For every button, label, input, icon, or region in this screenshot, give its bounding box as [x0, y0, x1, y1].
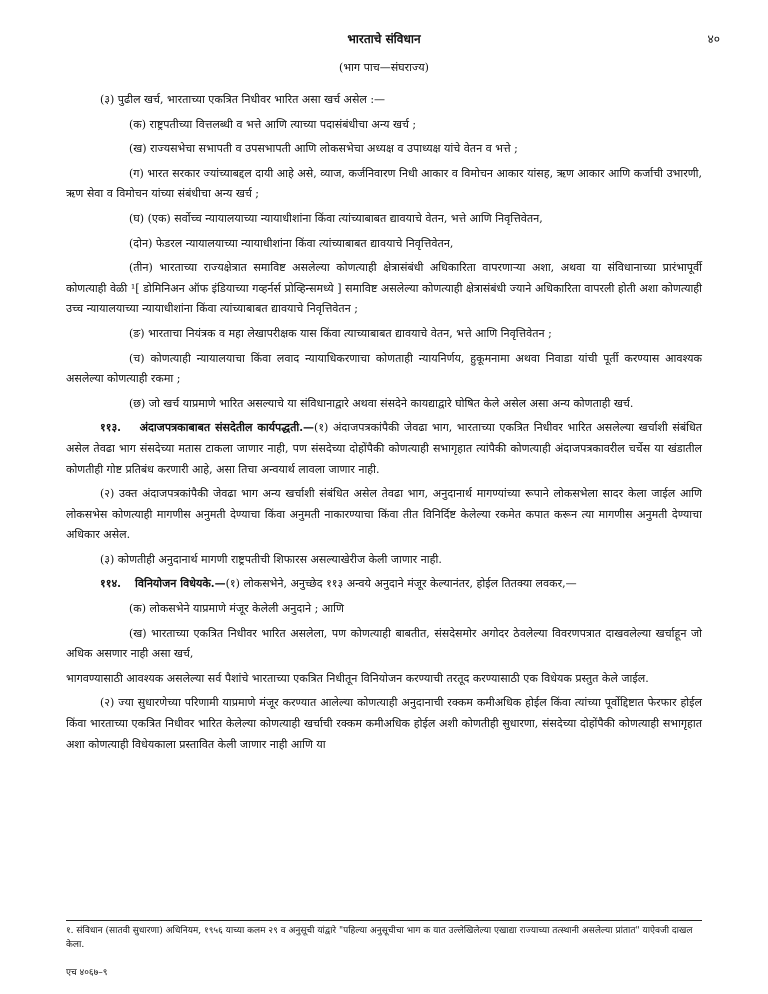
article-114-clause-1: (१) लोकसभेने, अनुच्छेद ११३ अन्वये अनुदाने मंजूर केल्यानंतर, होईल तितक्या लवकर,—: [225, 577, 577, 591]
part-subtitle: (भाग पाच—संघराज्य): [339, 61, 429, 74]
footnotes: [66, 920, 702, 952]
article-114-clause-1-b: (ख) भारताच्या एकत्रित निधीवर भारित असलेला, पण कोणत्याही बाबतीत, संसदेसमोर अगोदर ठेवलेल्या विवरणपत्रात दाखवलेल्या खर्चाहून जो अधिक असणार नाही असा खर्च,: [66, 626, 702, 661]
page-number: ४०: [707, 32, 720, 46]
article-113-clause-3: (३) कोणतीही अनुदानार्थ मागणी राष्ट्रपतीची शिफारस असल्याखेरीज केली जाणार नाही.: [100, 552, 442, 566]
clause-3-d-iii: (तीन) भारताच्या राज्यक्षेत्रात समाविष्ट असलेल्या कोणत्याही क्षेत्रासंबंधी अधिकारिता वापरणाऱ्या अशा, अथवा या संविधानाच्या प्रारंभापूर्वी कोणत्याही वेळी ¹[ डोमिनिअन ऑफ इंडियाच्या गव्हर्नर्स प्रोव्हिन्समध्ये ] समाविष्ट असलेल्या कोणत्याही क्षेत्रासंबंधी ज्याने अधिकारिता वापरली होती अशा कोणत्याही उच्च न्यायालयाच्या न्यायाधीशांना किंवा त्यांच्याबाबत द्यावयाचे निवृत्तिवेतन ;: [66, 261, 702, 316]
clause-3-g: (छ) जो खर्च याप्रमाणे भारित असल्याचे या संविधानाद्वारे अथवा संसदेने कायद्याद्वारे घोषित केले असेल असा अन्य कोणताही खर्च.: [129, 396, 634, 410]
clause-3-f: (च) कोणत्याही न्यायालयाचा किंवा लवाद न्यायाधिकरणाचा कोणताही न्यायनिर्णय, हुकूमनामा अथवा निवाडा यांची पूर्ती करण्यास आवश्यक असलेल्या कोणत्याही रकमा ;: [66, 351, 702, 386]
article-114-clause-1-tail: भागवण्यासाठी आवश्यक असलेल्या सर्व पैशांचे भारताच्या एकत्रित निधीतून विनियोजन करण्याची तरतूद करण्यासाठी एक विधेयक प्रस्तुत केले जाईल.: [66, 671, 649, 685]
clause-3-intro: (३) पुढील खर्च, भारताच्या एकत्रित निधीवर भारित असा खर्च असेल :—: [100, 93, 386, 106]
page-header: [0, 30, 768, 50]
clause-3-d-ii: (दोन) फेडरल न्यायालयाच्या न्यायाधीशांना किंवा त्यांच्याबाबत द्यावयाचे निवृत्तिवेतन,: [129, 236, 454, 250]
article-113: [66, 418, 702, 480]
print-code: एच ४०६७–९: [66, 968, 108, 978]
document-body: [66, 90, 702, 759]
clause-3-e: (ङ) भारताचा नियंत्रक व महा लेखापरीक्षक यास किंवा त्याच्याबाबत द्यावयाचे वेतन, भत्ते आणि निवृत्तिवेतन ;: [129, 326, 552, 340]
article-114-title: विनियोजन विधेयके.—: [135, 577, 226, 591]
article-114: [66, 574, 702, 595]
article-114-number: ११४.: [100, 577, 121, 591]
article-113-number: ११३.: [100, 421, 121, 435]
article-114-clause-2: (२) ज्या सुधारणेच्या परिणामी याप्रमाणे मंजूर करण्यात आलेल्या कोणत्याही अनुदानाची रक्कम कमीअधिक होईल किंवा त्यांच्या पूर्वोद्दिष्टात फेरफार होईल किंवा भारताच्या एकत्रित निधीवर भारित केलेल्या कोणत्याही खर्चाची रक्कम कमीअधिक होईल अशी कोणतीही सुधारणा, संसदेच्या दोहोंपैकी कोणत्याही सभागृहात अशा कोणत्याही विधेयकाला प्रस्तावित केली जाणार नाही आणि या: [66, 696, 702, 751]
footnote-1: १. संविधान (सातवी सुधारणा) अधिनियम, १९५६ याच्या कलम २९ व अनुसूची यांद्वारे "पहिल्या अनुसूचीचा भाग क यात उल्लेखिलेल्या एखाद्या राज्याच्या तत्स्थानी असलेल्या प्रांतात" याऐवजी दाखल केला.: [66, 926, 693, 950]
clause-3-a: (क) राष्ट्रपतीच्या वित्तलब्धी व भत्ते आणि त्याच्या पदासंबंधीचा अन्य खर्च ;: [129, 117, 417, 131]
article-113-clause-2: (२) उक्त अंदाजपत्रकांपैकी जेवढा भाग अन्य खर्चाशी संबंधित असेल तेवढा भाग, अनुदानार्थ मागण्यांच्या रूपाने लोकसभेला सादर केला जाईल आणि लोकसभेस कोणत्याही मागणीस अनुमती देण्याचा किंवा अनुमती नाकारण्याचा किंवा तीत विनिर्दिष्ट केलेल्या रकमेत कपात करून त्या मागणीस अनुमती देण्याचा अधिकार असेल.: [66, 487, 702, 542]
article-114-clause-1-a: (क) लोकसभेने याप्रमाणे मंजूर केलेली अनुदाने ; आणि: [129, 602, 344, 616]
page-title: भारताचे संविधान: [347, 32, 421, 46]
clause-3-d-i: (घ) (एक) सर्वोच्च न्यायालयाच्या न्यायाधीशांना किंवा त्यांच्याबाबत द्यावयाचे वेतन, भत्ते आणि निवृत्तिवेतन,: [129, 211, 543, 225]
article-113-clause-1: (१) अंदाजपत्रकांपैकी जेवढा भाग, भारताच्या एकत्रित निधीवर भारित असलेल्या खर्चाशी संबंधित असेल तेवढा भाग संसदेच्या मतास टाकला जाणार नाही, पण संसदेच्या दोहोंपैकी कोणत्याही सभागृहात त्यांपैकी कोणत्याही अंदाजपत्रकावरील चर्चेस या खंडातील कोणतीही गोष्ट प्रतिबंध करणारी आहे, असा तिचा अन्वयार्थ लावला जाणार नाही.: [66, 421, 702, 476]
clause-3-c: (ग) भारत सरकार ज्यांच्याबद्दल दायी आहे असे, व्याज, कर्जनिवारण निधी आकार व विमोचन आकार यांसह, ऋण आकार आणि कर्जाची उभारणी, ऋण सेवा व विमोचन यांच्या संबंधीचा अन्य खर्च ;: [66, 166, 702, 201]
clause-3-b: (ख) राज्यसभेचा सभापती व उपसभापती आणि लोकसभेचा अध्यक्ष व उपाध्यक्ष यांचे वेतन व भत्ते ;: [129, 142, 518, 156]
article-113-title: अंदाजपत्रकाबाबत संसदेतील कार्यपद्धती.—: [139, 421, 315, 435]
